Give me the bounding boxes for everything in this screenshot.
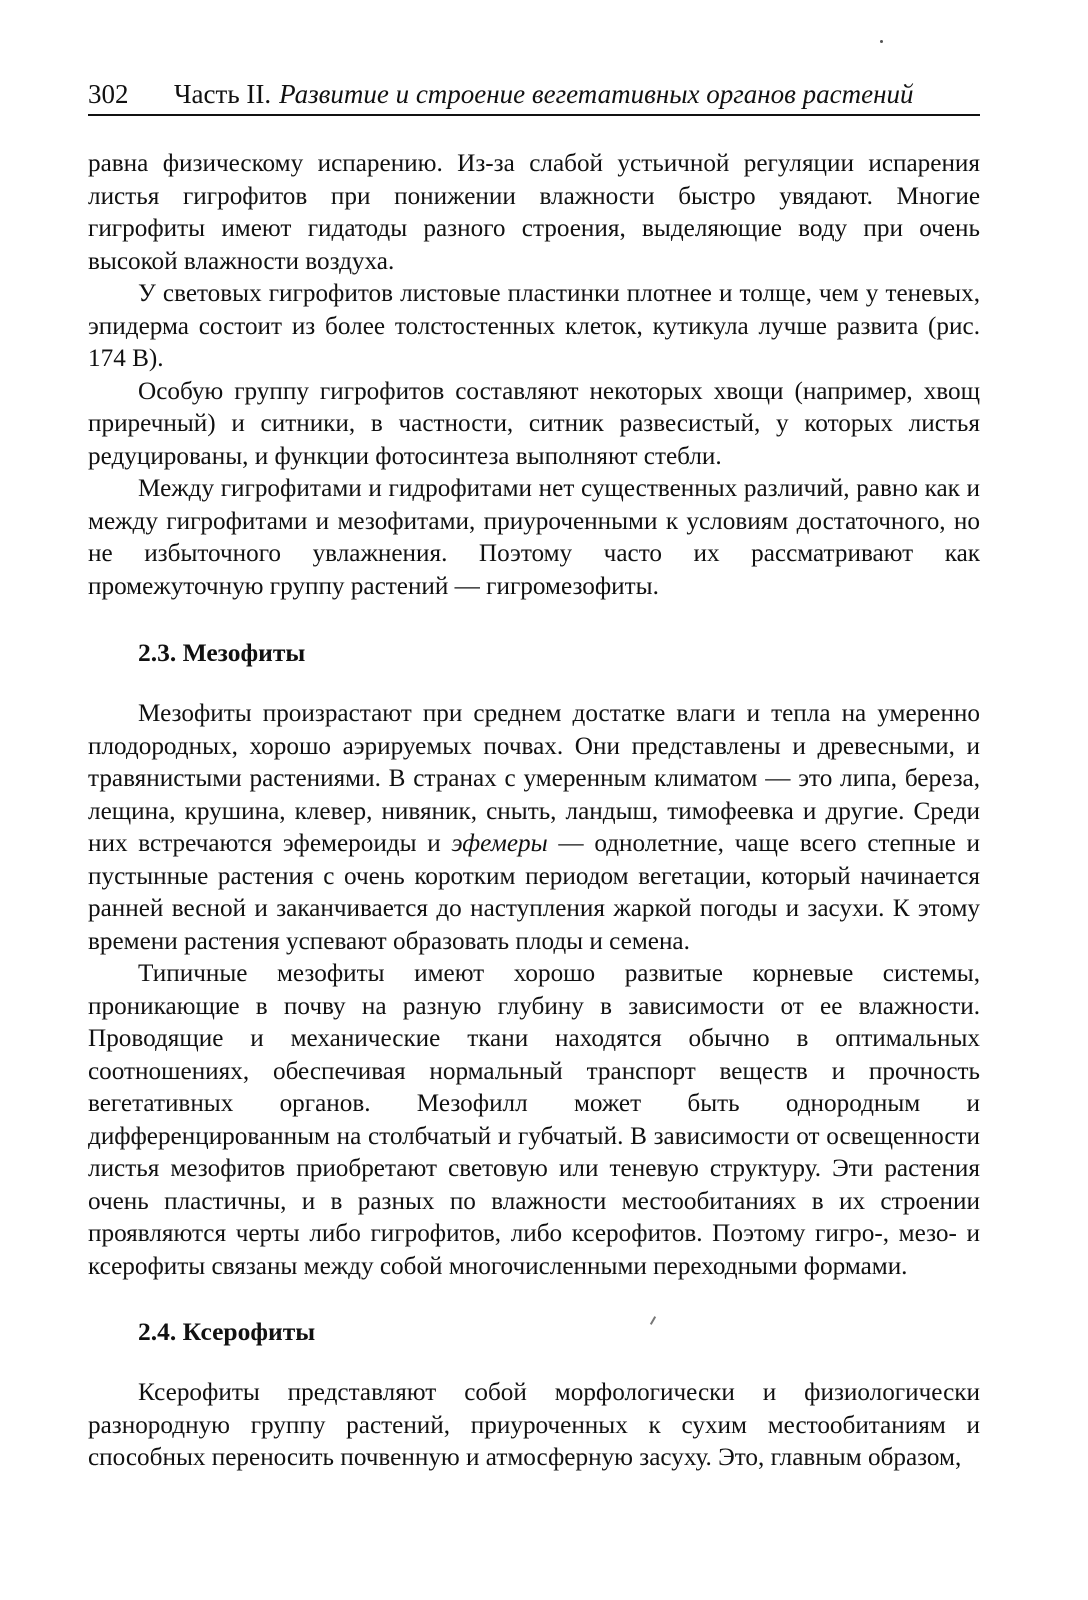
page-body [88,148,980,1475]
paragraph-hygromesophytes: Между гигрофитами и гидрофитами нет существенных различий, равно как и между гигрофитами и мезофитами, приуроченными к условиям достаточного, но не избыточного увлажнения. Поэтому часто их рассматривают как промежуточную группу растений — гигромезофиты. [88,475,980,600]
paragraph-xerophytes-intro: Ксерофиты представляют собой морфологически и физиологически разнородную группу растений, приуроченных к сухим местообитаниям и способных переносить почвенную и атмосферную засуху. Это, главным образом, [88,1379,980,1471]
paragraph-text: Мезофиты произрастают при среднем достатке влаги и тепла на умеренно плодородных, хорошо аэрируемых почвах. Они представлены и древесными, и травянистыми растениями. В странах с умеренным климатом — это липа, береза, лещина, крушина, клевер, нивяник, сныть, ландыш, тимофеевка и другие. Среди них встречаются эфемероиды и [88,700,980,857]
paragraph-text: — однолетние, чаще всего степные и пустынные растения с очень коротким периодом вегетации, который начинается ранней весной и заканчивается до наступления жаркой погоды и засухи. К этому времени растения успевают образовать плоды и семена. [88,830,981,955]
part-title: Развитие и строение вегетативных органов растений [279,79,914,109]
paragraph-horsetails-rushes: Особую группу гигрофитов составляют некоторых хвощи (например, хвощ приречный) и ситники, в частности, ситник развесистый, у которых листья редуцированы, и функции фотосинтеза выполняют стебли. [88,377,980,470]
paragraph-typical-mesophytes: Типичные мезофиты имеют хорошо развитые корневые системы, проникающие в почву на разную глубину в зависимости от ее влажности. Проводящие и механические ткани находятся обычно в оптимальных соотношениях, обеспечивая нормальный транспорт веществ и прочность вегетативных органов. Мезофилл может быть однородным и дифференцированным на столбчатый и губчатый. В зависимости от освещенности листья мезофитов приобретают световую или теневую структуру. Эти растения очень пластичны, и в разных по влажности местообитаниях в их строении проявляются черты либо гигрофитов, либо ксерофитов. Поэтому гигро-, мезо- и ксерофиты связаны между собой многочисленными переходными формами. [88,960,980,1280]
page-number: 302 [88,79,129,109]
part-label: Часть II. [174,79,272,109]
section-heading-mesophytes: 2.3. Мезофиты [138,638,306,667]
paragraph-light-hygrophytes: У световых гигрофитов листовые пластинки плотнее и толще, чем у теневых, эпидерма состоит из более толстостенных клеток, кутикула лучше развита (рис. 174 В). [88,280,980,372]
term-ephemera: эфемеры [451,830,548,857]
scan-speck [880,40,883,43]
paragraph-continued: равна физическому испарению. Из-за слабой устьичной регуляции испарения листья гигрофитов при понижении влажности быстро увядают. Многие гигрофиты имеют гидатоды разного строения, выделяющие воду при очень высокой влажности воздуха. [88,150,980,275]
section-heading-xerophytes: 2.4. Ксерофиты [138,1317,316,1346]
paragraph-mesophytes-intro [88,698,980,958]
running-header [88,74,980,116]
